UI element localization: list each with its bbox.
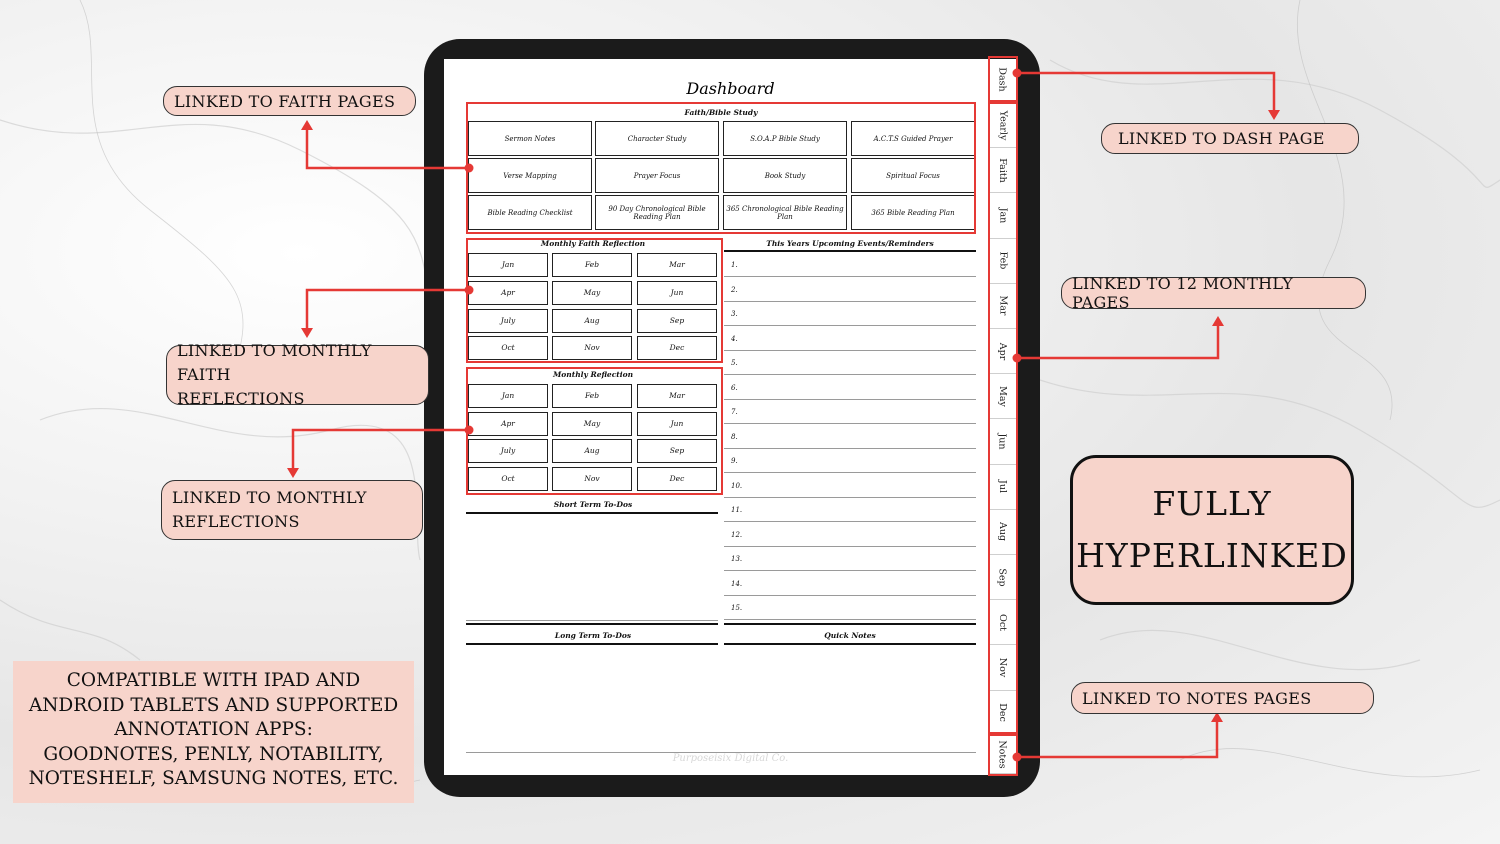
tab-label: Jan <box>997 207 1008 224</box>
faith-link-button[interactable]: Sermon Notes <box>468 121 592 156</box>
monthly-pages-callout-text: LINKED TO 12 MONTHLY PAGES <box>1072 274 1294 312</box>
tab-label: Nov <box>997 657 1008 678</box>
monthly-faith-month-button[interactable]: Dec <box>637 336 717 360</box>
event-number: 13. <box>731 555 743 563</box>
monthly-reflection-month-button[interactable]: May <box>552 412 632 436</box>
monthly-faith-month-button[interactable]: Feb <box>552 253 632 277</box>
monthly-reflection-month-button[interactable]: Apr <box>468 412 548 436</box>
monthly-reflection-month-button[interactable]: Oct <box>468 467 548 491</box>
event-number: 4. <box>731 334 738 343</box>
notes-pages-callout <box>1071 682 1374 714</box>
monthly-faith-callout <box>166 341 429 408</box>
monthly-faith-month-button[interactable]: Nov <box>552 336 632 360</box>
faith-pages-callout <box>163 86 416 116</box>
monthly-reflection-month-button[interactable]: Aug <box>552 439 632 463</box>
faith-link-button[interactable]: Character Study <box>595 121 719 156</box>
compat-line: COMPATIBLE WITH IPAD AND <box>66 670 361 691</box>
tab-label: Notes <box>997 740 1009 769</box>
event-number: 1. <box>731 261 738 269</box>
monthly-reflection-month-button[interactable]: July <box>468 439 548 463</box>
compat-line: NOTESHELF, SAMSUNG NOTES, ETC. <box>28 768 399 789</box>
monthly-reflection-month-button[interactable]: Nov <box>552 467 632 491</box>
compat-line: GOODNOTES, PENLY, NOTABILITY, <box>43 743 384 765</box>
monthly-faith-header: Monthly Faith Reflection <box>540 239 646 248</box>
monthly-reflection-month-button[interactable]: Jun <box>637 412 717 436</box>
tab-label: May <box>996 385 1008 407</box>
long-todos-header: Long Term To-Dos <box>554 631 632 640</box>
event-number: 3. <box>731 310 738 318</box>
monthly-faith-month-button[interactable]: July <box>468 309 548 333</box>
page-title: Dashboard <box>686 79 775 98</box>
monthly-faith-month-button[interactable]: Apr <box>468 281 548 305</box>
tab-label: Apr <box>996 342 1008 360</box>
event-number: 15. <box>731 604 743 612</box>
faith-link-button[interactable]: Prayer Focus <box>595 158 719 193</box>
tab-label: Jun <box>996 433 1008 450</box>
monthly-faith-month-button[interactable]: Sep <box>637 309 717 333</box>
monthly-faith-month-button[interactable]: Oct <box>468 336 548 360</box>
tab-label: Aug <box>997 522 1008 542</box>
monthly-faith-month-button[interactable]: Jan <box>468 253 548 277</box>
compat-line: ANDROID TABLETS AND SUPPORTED <box>28 694 399 716</box>
tab-label: Feb <box>997 251 1008 270</box>
event-number: 12. <box>731 530 743 539</box>
monthly-pages-callout <box>1061 274 1366 312</box>
faith-pages-callout-text: LINKED TO FAITH PAGES <box>174 91 396 111</box>
quick-notes-header: Quick Notes <box>824 631 876 640</box>
faith-link-button[interactable]: Book Study <box>723 158 847 193</box>
event-number: 8. <box>731 432 738 441</box>
fully-hyperlinked-badge <box>1070 455 1354 605</box>
tab-label: Oct <box>997 613 1008 631</box>
event-number: 6. <box>731 383 738 392</box>
event-number: 5. <box>731 359 738 367</box>
faith-link-button[interactable]: 365 Bible Reading Plan <box>851 195 975 230</box>
tab-label: Dec <box>997 703 1008 722</box>
faith-link-button[interactable]: Verse Mapping <box>468 158 592 193</box>
monthly-faith-callout-line2: REFLECTIONS <box>177 389 305 408</box>
tab-label: Jul <box>997 480 1008 494</box>
monthly-faith-month-button[interactable]: May <box>552 281 632 305</box>
faith-link-button[interactable]: Spiritual Focus <box>851 158 975 193</box>
event-number: 7. <box>731 408 738 416</box>
monthly-reflection-month-button[interactable]: Mar <box>637 384 717 408</box>
monthly-reflections-callout-line1: LINKED TO MONTHLY <box>172 488 367 507</box>
tab-label: Faith <box>997 157 1008 183</box>
fully-hyperlinked-line2: HYPERLINKED <box>1076 536 1348 575</box>
monthly-reflections-callout-line2: REFLECTIONS <box>172 512 300 531</box>
faith-link-button[interactable]: S.O.A.P Bible Study <box>723 121 847 156</box>
monthly-faith-month-button[interactable]: Aug <box>552 309 632 333</box>
monthly-faith-month-button[interactable]: Jun <box>637 281 717 305</box>
event-number: 14. <box>731 579 743 588</box>
faith-header: Faith/Bible Study <box>684 108 758 117</box>
short-todos-header: Short Term To-Dos <box>553 500 633 509</box>
fully-hyperlinked-line1: FULLY <box>1152 484 1272 523</box>
monthly-faith-month-button[interactable]: Mar <box>637 253 717 277</box>
faith-link-button[interactable]: 365 Chronological Bible Reading Plan <box>723 195 847 230</box>
event-number: 11. <box>731 506 743 514</box>
footer-brand: Purposeisix Digital Co. <box>672 753 789 764</box>
compatibility-note <box>13 661 414 803</box>
faith-link-button[interactable]: 90 Day Chronological Bible Reading Plan <box>595 195 719 230</box>
event-number: 9. <box>731 457 738 465</box>
compat-line: ANNOTATION APPS: <box>114 719 313 740</box>
monthly-reflections-callout <box>161 480 423 540</box>
monthly-reflection-month-button[interactable]: Jan <box>468 384 548 408</box>
tab-label: Dash <box>997 67 1008 92</box>
faith-link-button[interactable]: A.C.T.S Guided Prayer <box>851 121 975 156</box>
dash-page-callout-text: LINKED TO DASH PAGE <box>1118 129 1325 148</box>
tab-label: Mar <box>997 295 1008 316</box>
monthly-faith-callout-line1: LINKED TO MONTHLY FAITH <box>177 341 372 384</box>
event-number: 10. <box>731 481 743 490</box>
monthly-reflection-month-button[interactable]: Dec <box>637 467 717 491</box>
faith-link-button[interactable]: Bible Reading Checklist <box>468 195 592 230</box>
monthly-reflection-month-button[interactable]: Sep <box>637 439 717 463</box>
tab-label: Yearly <box>997 110 1008 140</box>
monthly-reflection-month-button[interactable]: Feb <box>552 384 632 408</box>
monthly-reflection-header: Monthly Reflection <box>552 370 634 379</box>
tab-label: Sep <box>997 567 1008 587</box>
notes-pages-callout-text: LINKED TO NOTES PAGES <box>1082 688 1312 708</box>
event-number: 2. <box>731 285 738 294</box>
dash-page-callout <box>1101 123 1359 154</box>
events-header: This Years Upcoming Events/Reminders <box>766 239 934 248</box>
